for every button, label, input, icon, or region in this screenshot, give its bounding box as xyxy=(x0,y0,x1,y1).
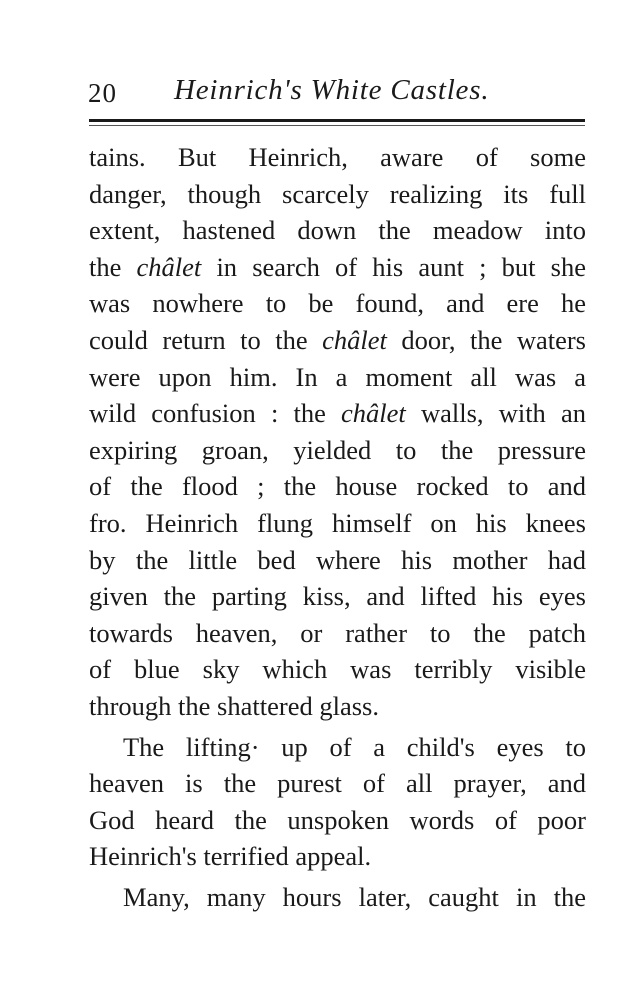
text-line xyxy=(89,176,586,213)
text-line xyxy=(89,765,586,802)
text-line xyxy=(89,139,586,176)
text-segment: walls, with an xyxy=(405,398,586,429)
paragraph xyxy=(89,729,586,875)
header-rule xyxy=(89,119,585,122)
text-line xyxy=(89,285,586,322)
text-line xyxy=(89,688,586,725)
text-line xyxy=(89,542,586,579)
text-segment: towards heaven, or rather to the patch xyxy=(89,617,586,648)
text-segment: could return to the xyxy=(89,324,323,355)
body-text xyxy=(89,139,586,915)
text-line xyxy=(89,651,586,688)
italic-word: châlet xyxy=(136,251,202,282)
text-line xyxy=(89,505,586,542)
text-segment: expiring groan, yielded to the pressure xyxy=(89,434,586,465)
paragraph xyxy=(89,879,586,916)
page-number: 20 xyxy=(88,78,117,108)
text-segment: of the flood ; the house rocked to and xyxy=(89,471,586,502)
running-title: Heinrich's White Castles. xyxy=(174,74,490,106)
page-header xyxy=(88,72,588,112)
text-segment: danger, though scarcely realizing its full xyxy=(89,178,586,209)
text-segment: the xyxy=(89,251,137,282)
text-line xyxy=(89,468,586,505)
text-segment: heaven is the purest of all prayer, and xyxy=(89,768,586,799)
text-line xyxy=(89,395,586,432)
text-segment: Many, many hours later, caught in the xyxy=(123,881,586,912)
text-segment: wild confusion : the xyxy=(89,398,342,429)
text-segment: by the little bed where his mother had xyxy=(89,544,586,575)
text-line xyxy=(89,212,586,249)
paragraph xyxy=(89,139,586,725)
text-segment: fro. Heinrich flung himself on his knees xyxy=(89,507,586,538)
text-line xyxy=(89,615,586,652)
text-segment: were upon him. In a moment all was a xyxy=(89,361,586,392)
text-segment: in search of his aunt ; but she xyxy=(201,251,586,282)
text-line xyxy=(89,879,586,916)
text-line xyxy=(89,322,586,359)
text-segment: door, the waters xyxy=(386,324,586,355)
text-line xyxy=(89,838,586,875)
text-segment: God heard the unspoken words of poor xyxy=(89,804,586,835)
italic-word: châlet xyxy=(341,398,406,429)
text-segment: Heinrich's terrified appeal. xyxy=(89,841,372,872)
italic-word: châlet xyxy=(322,324,387,355)
text-line xyxy=(89,432,586,469)
header-rule-thin xyxy=(89,125,585,126)
text-line xyxy=(89,359,586,396)
text-segment: was nowhere to be found, and ere he xyxy=(89,288,586,319)
text-segment: tains. But Heinrich, aware of some xyxy=(89,142,586,172)
text-line xyxy=(89,249,586,286)
text-line xyxy=(89,578,586,615)
text-line xyxy=(89,802,586,839)
text-segment: The lifting· up of a child's eyes to xyxy=(123,731,586,762)
text-line xyxy=(89,729,586,766)
text-segment: through the shattered glass. xyxy=(89,690,379,721)
text-segment: given the parting kiss, and lifted his eyes xyxy=(89,581,586,612)
text-segment: of blue sky which was terribly visible xyxy=(89,654,586,685)
text-segment: extent, hastened down the meadow into xyxy=(89,215,586,246)
